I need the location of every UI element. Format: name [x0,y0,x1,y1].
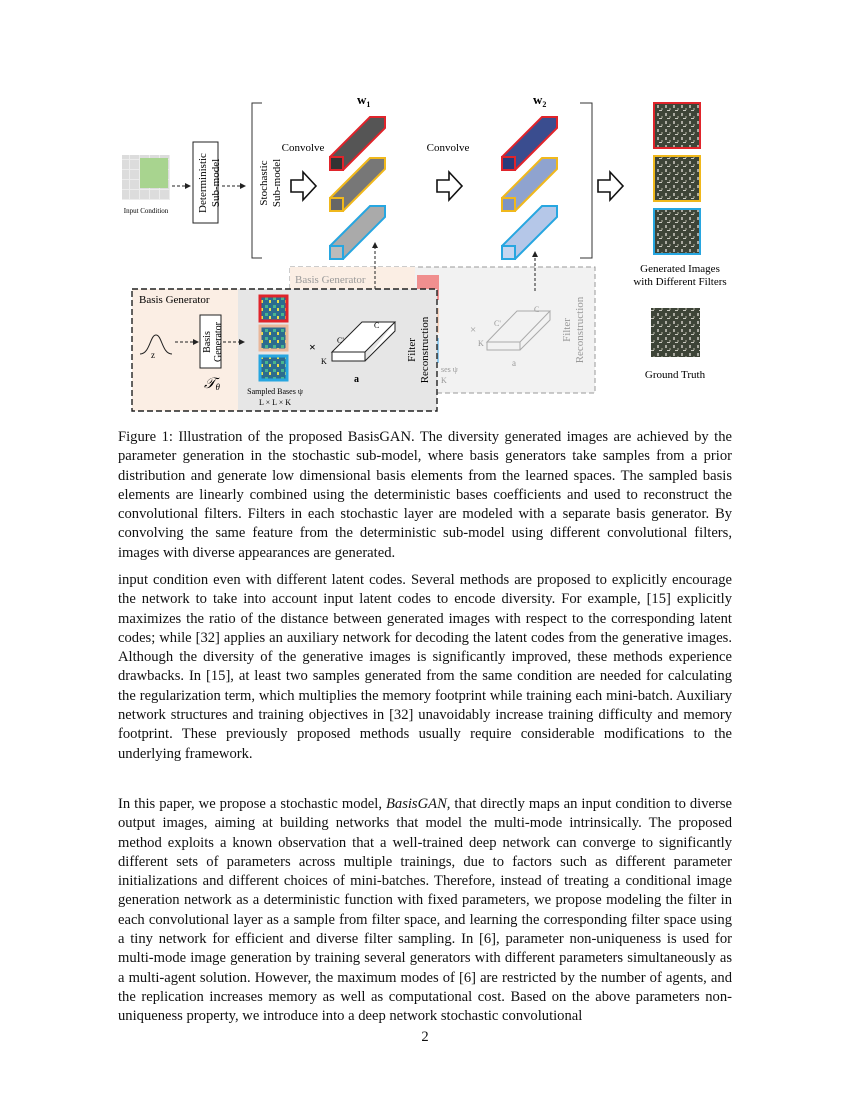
figure-1 [0,0,850,420]
filter-reconstruction-label-2: Reconstruction [419,316,431,384]
basis-cube-red [260,296,287,321]
hollow-arrow-icon [437,172,462,200]
t-theta-label: 𝒯θ [204,376,220,392]
deterministic-label: Deterministic [197,153,209,213]
svg-text:×: × [470,324,477,336]
figure-caption: Figure 1: Illustration of the proposed BasisGAN. The diversity generated images are achieved by the parameter generation in the stochastic sub-model, where basis generators take samples from a prior distribution and generate low dimensional basis elements from the learned spaces. The sampled basis elements are linearly combined using the deterministic bases coefficients and used to reconstruct the convolutional filters. Filters in each stochastic layer are modeled with a separate basis generator. By convolving the same feature from the deterministic sub-model using different convolutional filters, images with diverse appearances are generated. [118,429,732,561]
input-condition-label: Input Condition [123,207,169,215]
hollow-arrow-icon [598,172,623,200]
filter-prism-blue-2 [502,206,557,259]
generated-image-red [654,103,700,148]
generated-image-yellow [654,156,700,201]
svg-text:ses ψ: ses ψ [441,365,458,374]
basisgan-name: BasisGAN [385,796,447,812]
svg-text:Filter: Filter [561,318,573,342]
page-number: 2 [421,1029,429,1045]
svg-text:C: C [534,305,540,314]
deterministic-label-2: Sub-model [210,158,222,208]
svg-text:C': C' [494,319,501,328]
basis-cube-blue [260,356,287,380]
stochastic-label: Stochastic [258,160,270,206]
svg-text:Reconstruction: Reconstruction [574,296,586,364]
svg-text:K: K [441,376,447,385]
ground-truth-image [651,308,700,357]
bases-dims-label: L × L × K [259,398,291,407]
svg-text:K: K [321,357,327,366]
w1-label: $w_1$ [357,92,371,109]
sampled-bases-label: Sampled Bases ψ [247,387,303,396]
basis-cube-peach [260,326,287,350]
filter-reconstruction-label: Filter [406,338,418,362]
basis-generator-title: Basis Generator [139,294,210,306]
basis-generator-front [132,289,437,411]
w2-label: $w_2$ [533,92,547,109]
svg-text:C': C' [337,336,344,345]
paragraph-1: input condition even with different latent codes. Several methods are proposed to explicitly encourage the network to take into account input latent codes to encode diversity. For example, [15] explicitly maximizes the ratio of the distance between generated images with respect to the corresponding latent codes; while [32] applies an auxiliary network for decoding the latent codes from the generative images. Although the diversity of the generative images is significantly improved, these methods experience drawbacks. In [15], at least two samples generated from the same condition are needed for calculating the regularization term, which multiplies the memory footprint while training each mini-batch. Auxiliary network structures and training objectives in [32] unavoidably increase training difficulty and memory footprint. These previously proposed methods usually require considerable modifications to the underlying framework. [118,572,732,762]
z-label: z [151,350,155,360]
generated-label-2: with Different Filters [633,276,727,288]
paragraph-2: In this paper, we propose a stochastic model, BasisGAN, that directly maps an input condition to diverse output images, aiming at building networks that model the multi-mode intrinsically. The proposed method exploits a known observation that a well-trained deep network can converge to significantly different sets of parameters across multiple trainings, due to factors such as different parameter initializations and different choices of mini-batches. Therefore, instead of treating a conditional image generation network as a deterministic function with fixed parameters, we propose modeling the filter in each convolutional layer as a sample from filter space, and learning the corresponding filter space using a tiny network for efficient and diverse filter sampling. In [6], parameter non-uniqueness is used for multi-mode image generation by training several generators with different parameters simultaneously as a multi-agent solution. However, the maximum modes of [6] are restricted by the number of agents, and the replication increases memory as well as computational cost. Based on the above parameters non-uniqueness property, we introduce into a deep network stochastic convolutional [118,796,732,1025]
convolve-label-2: Convolve [426,142,470,154]
times-sign: × [309,340,316,354]
generated-label: Generated Images [640,263,720,275]
convolve-label-1: Convolve [281,142,325,154]
svg-text:a: a [512,358,516,368]
stochastic-label-2: Sub-model [271,158,283,208]
basis-box-label: Basis [202,331,213,353]
generated-image-blue [654,209,700,254]
stochastic-bracket-right [580,103,592,258]
a-label: a [354,374,359,385]
svg-text:K: K [478,339,484,348]
svg-text:C: C [374,321,380,330]
ground-truth-label: Ground Truth [644,369,706,381]
basis-box-label-2: Generator [213,322,224,362]
filter-prism-blue [330,206,385,259]
input-condition-image [122,155,170,200]
hollow-arrow-icon [291,172,316,200]
svg-text:Basis Generator: Basis Generator [295,274,366,286]
